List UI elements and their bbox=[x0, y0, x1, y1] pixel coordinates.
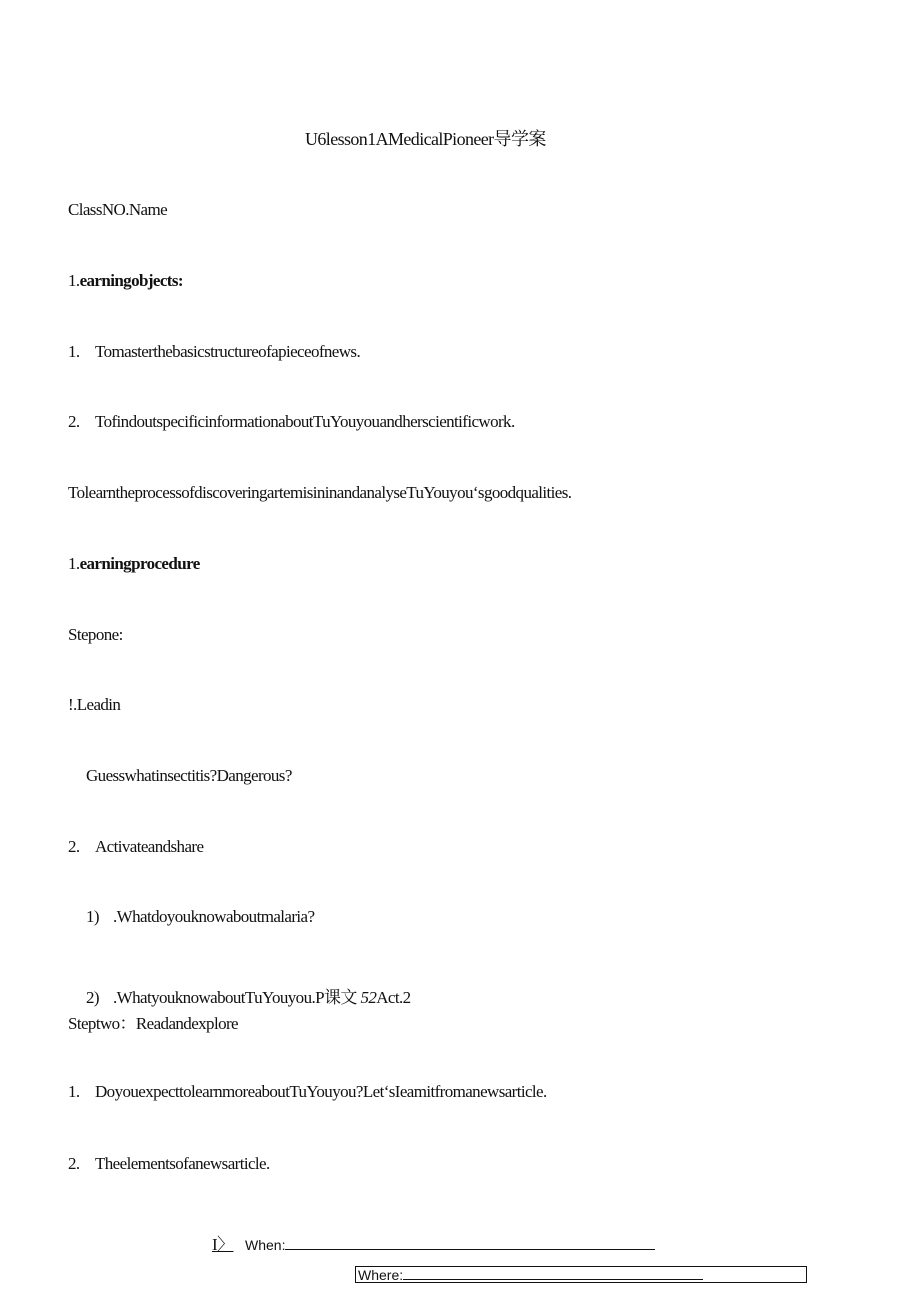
question-1 bbox=[86, 907, 314, 927]
question-text: .Whatdoyouknowaboutmalaria? bbox=[113, 907, 315, 926]
objective-2 bbox=[68, 412, 515, 432]
objective-number: 1. bbox=[68, 342, 80, 361]
when-label: When: bbox=[245, 1237, 286, 1253]
read-item-2 bbox=[68, 1154, 270, 1174]
step-two-label: Steptwo：Readandexplore bbox=[68, 1014, 238, 1033]
class-name-line: ClassNO.Name bbox=[68, 200, 168, 219]
section-number: 1. bbox=[68, 271, 80, 290]
where-blank[interactable] bbox=[403, 1267, 703, 1280]
item-text: DoyouexpecttolearnmoreaboutTuYouyou?Let‘sIeamitfromanewsarticle. bbox=[95, 1082, 547, 1101]
item-number: 2. bbox=[68, 1154, 80, 1173]
page-number: 52 bbox=[360, 988, 377, 1007]
question-number: 1) bbox=[86, 907, 99, 926]
section-procedure-heading bbox=[68, 554, 200, 574]
page-title: U6lesson1AMedicalPioneer导学案 bbox=[305, 129, 546, 149]
question-rest: Act.2 bbox=[376, 988, 411, 1007]
objective-number: 2. bbox=[68, 412, 80, 431]
item-number: 2. bbox=[68, 837, 80, 856]
lead-in-label: !.Leadin bbox=[68, 695, 121, 714]
item-number: 1. bbox=[68, 1082, 80, 1101]
section-heading: earningobjects: bbox=[79, 271, 183, 290]
when-marker: I〉 bbox=[212, 1235, 234, 1254]
item-text: Activateandshare bbox=[95, 837, 204, 856]
objective-1 bbox=[68, 342, 360, 362]
question-2 bbox=[86, 983, 411, 1008]
guess-question: Guesswhatinsectitis?Dangerous? bbox=[86, 766, 292, 785]
section-number: 1. bbox=[68, 554, 80, 573]
section-objectives-heading bbox=[68, 271, 183, 291]
objective-text: Tomasterthebasicstructureofapieceofnews. bbox=[95, 342, 361, 361]
section-heading: earningprocedure bbox=[79, 554, 200, 573]
objective-text: TofindoutspecificinformationaboutTuYouyouandherscientificwork. bbox=[95, 412, 515, 431]
where-label: Where: bbox=[358, 1267, 404, 1283]
when-field-row bbox=[212, 1230, 655, 1255]
item-text: Theelementsofanewsarticle. bbox=[95, 1154, 270, 1173]
activate-item bbox=[68, 837, 203, 857]
step-one-label: Stepone: bbox=[68, 625, 123, 644]
question-text: .WhatyouknowaboutTuYouyou.P课文 bbox=[113, 988, 357, 1007]
read-item-1 bbox=[68, 1082, 547, 1102]
where-field[interactable] bbox=[355, 1266, 807, 1283]
when-blank[interactable] bbox=[285, 1235, 655, 1250]
question-number: 2) bbox=[86, 988, 99, 1007]
objective-3: TolearntheprocessofdiscoveringartemisininandanalyseTuYouyou‘sgoodqualities. bbox=[68, 483, 572, 502]
